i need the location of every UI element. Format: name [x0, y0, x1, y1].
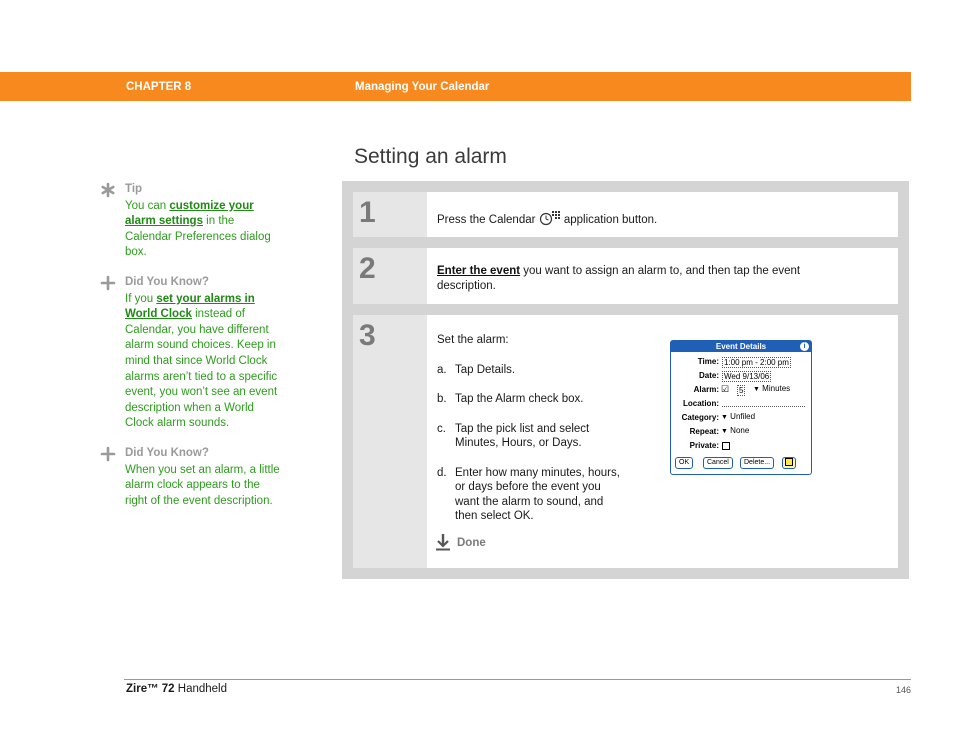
substep-item: a. Tap Details. [437, 363, 516, 376]
page-title: Setting an alarm [354, 145, 507, 168]
private-checkbox[interactable] [722, 442, 730, 450]
chapter-label: CHAPTER 8 [126, 81, 192, 93]
page-number: 146 [895, 685, 911, 695]
calendar-app-button-icon [539, 210, 561, 226]
substep-item: d. Enter how many minutes, hours, or days before the event you want the alarm to sound, and then select OK. [437, 466, 620, 522]
done-marker [437, 537, 486, 549]
know1-text-pre: If you [125, 292, 157, 305]
tip-text-pre: You can [125, 199, 170, 212]
location-label: Location: [683, 399, 719, 408]
dialog-title: Event Details [715, 342, 767, 351]
know2-text: When you set an alarm, a little alarm clock appears to the right of the event description. [125, 463, 280, 507]
done-label: Done [457, 537, 486, 549]
step-1-text-pre: Press the Calendar [437, 214, 536, 226]
down-arrow-icon [435, 533, 451, 551]
cancel-button[interactable]: Cancel [703, 457, 733, 469]
alarm-checkbox[interactable]: ☑ [721, 384, 730, 394]
time-field[interactable]: 1:00 pm - 2:00 pm [724, 358, 789, 367]
dropdown-triangle-icon: ▼ [721, 428, 728, 435]
tip-heading: Tip [125, 183, 143, 195]
category-label: Category: [681, 413, 719, 422]
dialog-title-bar [671, 341, 811, 352]
customize-alarm-settings-link[interactable]: customize your alarm settings [125, 199, 254, 228]
plus-icon [100, 275, 116, 291]
step-number: 1 [359, 196, 376, 229]
substep-item: c. Tap the pick list and select Minutes, Hours, or Days. [437, 422, 590, 449]
know1-text-post: instead of Calendar, you have different alarm sound choices. Keep in mind that since World Clock alarms aren’t tied to a specific event, you won’t see an event description when a World Clock alarm sounds. [125, 308, 278, 430]
steps-panel [342, 181, 909, 579]
alarm-amount-field[interactable]: 5 [739, 386, 744, 395]
substep-item: b. Tap the Alarm check box. [437, 393, 584, 405]
product-suffix: Handheld [174, 683, 228, 695]
asterisk-icon [100, 182, 116, 198]
step-1 [353, 192, 898, 237]
alarm-label: Alarm: [693, 385, 719, 394]
did-you-know-heading: Did You Know? [125, 275, 209, 288]
repeat-picker[interactable]: ▼ None [721, 426, 750, 435]
plus-icon [100, 446, 116, 462]
tip-note [100, 182, 280, 261]
footer-rule [124, 679, 911, 680]
location-field[interactable] [722, 406, 805, 407]
did-you-know-note-2 [100, 446, 280, 509]
date-field[interactable]: Wed 9/13/06 [724, 372, 770, 381]
world-clock-alarms-link[interactable]: set your alarms in World Clock [125, 292, 255, 321]
step-3-intro: Set the alarm: [437, 334, 509, 346]
note-button[interactable] [782, 457, 796, 469]
footer-product [126, 683, 227, 695]
note-icon [785, 458, 793, 466]
tip-text-post: in the Calendar Preferences dialog box. [125, 215, 271, 259]
step-3 [353, 315, 898, 568]
sidebar-notes [100, 182, 280, 523]
substep-list [437, 363, 622, 524]
category-picker[interactable]: ▼ Unfiled [721, 412, 756, 421]
step-2 [353, 248, 898, 304]
did-you-know-heading: Did You Know? [125, 446, 209, 459]
did-you-know-note-1 [100, 275, 280, 432]
info-icon[interactable]: i [800, 342, 809, 351]
enter-the-event-link[interactable]: Enter the event [437, 265, 521, 277]
private-label: Private: [689, 441, 719, 450]
chapter-title: Managing Your Calendar [355, 81, 490, 93]
ok-button[interactable]: OK [675, 457, 693, 469]
delete-button[interactable]: Delete... [740, 457, 774, 469]
date-label: Date: [698, 371, 719, 380]
chapter-header-bar [0, 72, 911, 101]
time-label: Time: [697, 357, 719, 366]
dropdown-triangle-icon: ▼ [721, 414, 728, 421]
step-number: 3 [359, 319, 376, 352]
step-1-text-post: application button. [563, 214, 658, 226]
product-name: Zire™ 72 [126, 683, 175, 695]
dropdown-triangle-icon: ▼ [753, 386, 760, 393]
repeat-label: Repeat: [689, 427, 719, 436]
alarm-unit-picker[interactable]: ▼ Minutes [753, 384, 791, 393]
event-details-dialog [670, 340, 812, 475]
step-number: 2 [359, 252, 376, 285]
step-2-text: you want to assign an alarm to, and then tap the event description. [437, 265, 801, 292]
